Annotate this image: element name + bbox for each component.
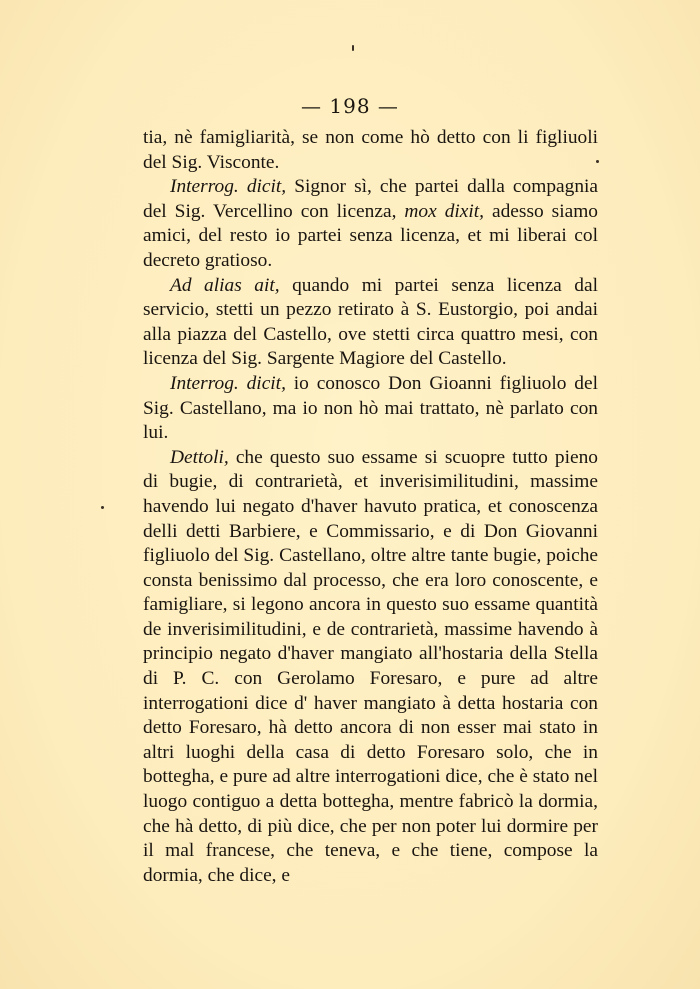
- paragraph-interrog-2: [143, 372, 598, 446]
- paragraph-text: Signor sì, che partei dalla compagnia del Sig. Vercellino con licenza,: [143, 176, 599, 222]
- paragraph-lead: Interrog. dicit,: [170, 176, 287, 198]
- paragraph-text: quando mi partei senza licenza dal servicio, stetti un pezzo retirato à S. Eustorgio, poi andai alla piazza del Castello, ove stetti circa quattro mesi, con licenza del Sig. Sargente Magiore del Castello.: [143, 274, 598, 370]
- paragraph-continuation: [143, 126, 598, 175]
- paragraph-ad-alias: [143, 274, 598, 372]
- paragraph-text: io conosco Don Gioanni figliuolo del Sig. Castellano, ma io non hò mai trattato, nè parlato con lui.: [143, 372, 598, 444]
- paragraph-text: tia, nè famigliarità, se non come hò detto con li figliuoli del Sig. Visconte.: [143, 127, 598, 173]
- paragraph-text-cont: adesso siamo amici, del resto io partei senza licenza, et mi liberai col decreto gratioso.: [143, 200, 598, 271]
- paragraph-dettoli: [143, 446, 598, 889]
- paragraph-lead: Ad alias ait,: [170, 274, 280, 296]
- paragraph-interrog-1: [143, 175, 598, 273]
- page-number: — 198 —: [301, 94, 399, 118]
- specks: [352, 45, 354, 51]
- paragraph-lead: Interrog. dicit,: [170, 372, 286, 394]
- paragraph-inline-italic: mox dixit,: [404, 200, 485, 222]
- paragraph-lead: Dettoli,: [170, 446, 229, 468]
- paragraph-text: che questo suo essame si scuopre tutto pieno di bugie, di contrarietà, et inverisimilitudini, massime havendo lui negato d'haver havuto pratica, et conoscenza delli detti Barbiere, e Commissario, e di Don Giovanni figliuolo del Sig. Castellano, oltre altre tante bugie, poiche consta benissimo dal processo, che era loro conoscente, e famigliare, si legono ancora in questo suo essame quantità de inverisimilitudini, e de contrarietà, massime havendo à principio negato d'haver mangiato all'hostaria della Stella di P. C. con Gerolamo Foresaro, e pure ad altre interrogationi dice d' haver mangiato à detta hostaria con detto Foresaro, hà detto ancora di non esser mai stato in altri luoghi della casa di detto Foresaro solo, che in bottegha, e pure ad altre interrogationi dice, che è stato nel luogo contiguo a detta bottegha, mentre fabricò la dormia, che hà detto, di più dice, che per non poter lui dormire per il mal francese, che teneva, e che tiene, compose la dormia, che dice, e: [143, 446, 598, 886]
- body-text: [143, 126, 598, 888]
- specks: [101, 506, 104, 509]
